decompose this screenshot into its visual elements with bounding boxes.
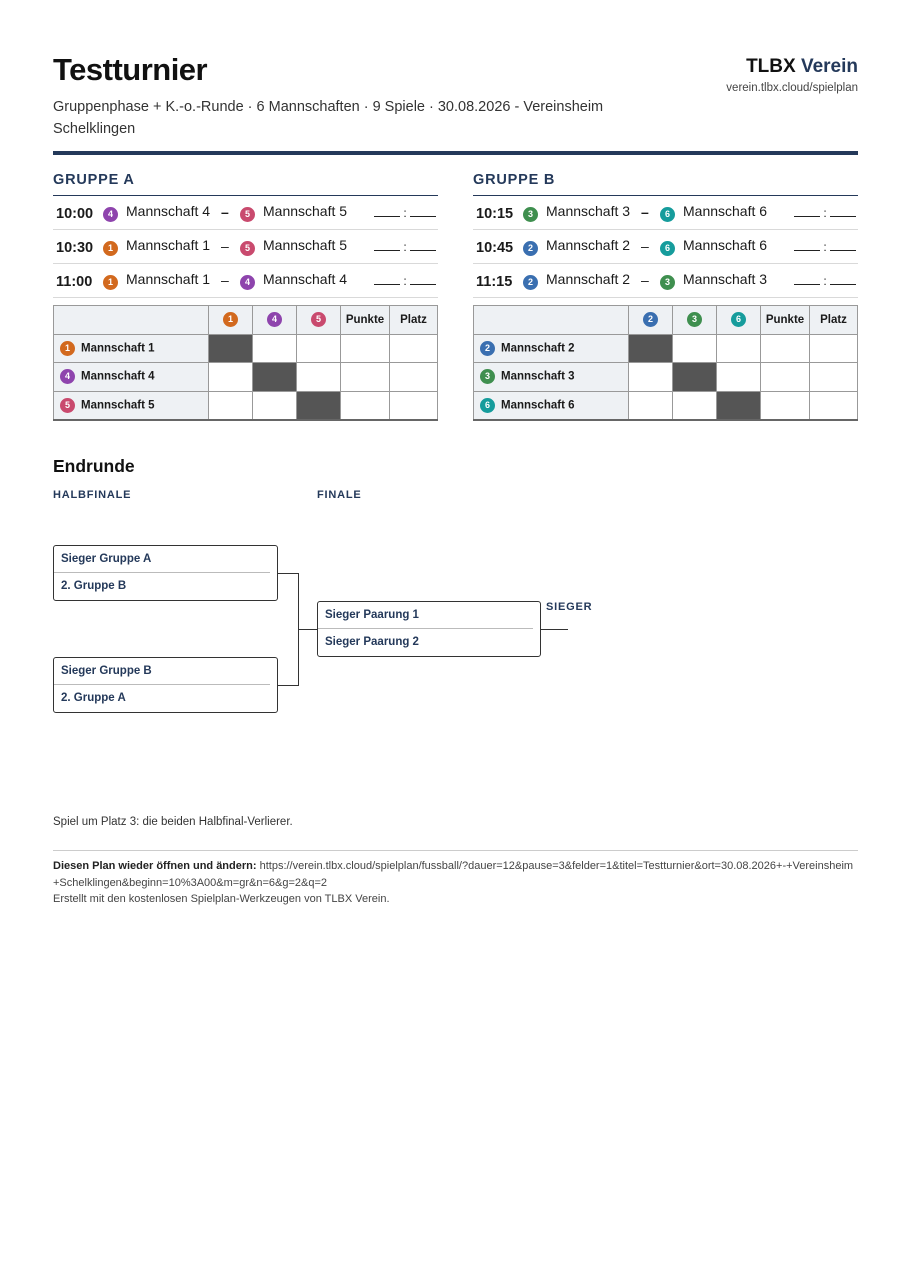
brand-logo	[746, 56, 858, 78]
team-badge: 1	[60, 341, 75, 356]
col-place: Platz	[810, 306, 858, 335]
score-entry[interactable]	[794, 206, 856, 220]
table-row	[54, 363, 438, 392]
footer	[53, 858, 858, 908]
match-row	[53, 230, 438, 264]
page-subtitle: Gruppenphase + K.-o.-Runde · 6 Mannschaften · 9 Spiele · 30.08.2026 - Vereinsheim Schelklingen	[53, 99, 604, 137]
winner-label: SIEGER	[546, 601, 593, 613]
team-cell	[474, 391, 629, 420]
match-separator: –	[221, 238, 229, 254]
col-team-badge	[673, 306, 717, 335]
self-cell	[673, 363, 717, 392]
team-name: Mannschaft 3	[683, 270, 768, 287]
semifinal-2-box	[53, 657, 278, 713]
col-points: Punkte	[761, 306, 810, 335]
team-name: Mannschaft 2	[546, 270, 631, 287]
group-a-table	[53, 305, 438, 421]
team-name: Mannschaft 5	[263, 236, 348, 253]
score-away-blank[interactable]	[830, 207, 856, 217]
score-entry[interactable]	[374, 240, 436, 254]
team-badge: 4	[267, 312, 282, 327]
group-b-table	[473, 305, 858, 421]
home-team	[103, 237, 221, 256]
reopen-label: Diesen Plan wieder öffnen und ändern:	[53, 860, 257, 872]
knockout-title: Endrunde	[53, 456, 135, 476]
team-badge: 6	[731, 312, 746, 327]
brand-url[interactable]: verein.tlbx.cloud/spielplan	[726, 82, 858, 94]
col-team-badge	[209, 306, 253, 335]
team-badge: 4	[240, 275, 255, 290]
result-cell[interactable]	[629, 391, 673, 420]
team-badge: 5	[60, 398, 75, 413]
score-away-blank[interactable]	[830, 275, 856, 285]
col-team-badge	[297, 306, 341, 335]
result-cell[interactable]	[673, 334, 717, 363]
result-cell[interactable]	[673, 391, 717, 420]
match-separator: –	[641, 238, 649, 254]
match-separator: –	[641, 272, 649, 288]
match-row	[473, 196, 858, 230]
team-badge: 3	[687, 312, 702, 327]
team-badge: 2	[523, 241, 538, 256]
table-corner	[54, 306, 209, 335]
group-b-title: GRUPPE B	[473, 172, 858, 196]
result-cell[interactable]	[297, 334, 341, 363]
result-cell[interactable]	[717, 334, 761, 363]
brand-main: TLBX	[746, 56, 796, 77]
reopen-url[interactable]: https://verein.tlbx.cloud/spielplan/fussball/?dauer=12&pause=3&felder=1&titel=Testturnier&ort=30.08.2026+-+Vereinsheim+Schelklingen&beginn=10%3A00&m=gr&n=6&g=2&q=2	[53, 860, 854, 889]
team-name: Mannschaft 6	[683, 202, 768, 219]
team-name: Mannschaft 2	[501, 342, 575, 355]
match-time: 10:15	[476, 205, 514, 222]
score-separator: :	[823, 206, 827, 220]
credit-text: Erstellt mit den kostenlosen Spielplan-Werkzeugen von TLBX Verein.	[53, 893, 390, 905]
home-team	[523, 237, 641, 256]
score-away-blank[interactable]	[830, 241, 856, 251]
semifinal-2-slot-2: 2. Gruppe A	[61, 692, 126, 704]
table-header-row	[54, 306, 438, 335]
page-title: Testturnier	[53, 52, 208, 87]
match-separator: –	[221, 204, 229, 220]
team-name: Mannschaft 4	[126, 202, 211, 219]
result-cell[interactable]	[297, 363, 341, 392]
match-time: 11:00	[56, 273, 93, 290]
points-cell[interactable]	[761, 334, 810, 363]
match-time: 10:00	[56, 205, 94, 222]
away-team	[660, 271, 767, 290]
match-row	[473, 230, 858, 264]
team-cell	[54, 363, 209, 392]
score-entry[interactable]	[374, 274, 436, 288]
score-home-blank[interactable]	[374, 241, 400, 251]
team-badge: 5	[311, 312, 326, 327]
self-cell	[253, 363, 297, 392]
match-time: 10:30	[56, 239, 94, 256]
group-a	[53, 172, 438, 421]
table-row	[474, 334, 858, 363]
bracket-connector	[298, 629, 317, 630]
score-home-blank[interactable]	[794, 207, 820, 217]
team-badge: 3	[480, 369, 495, 384]
place-cell[interactable]	[810, 363, 858, 392]
table-row	[474, 363, 858, 392]
final-box	[317, 601, 541, 657]
score-away-blank[interactable]	[410, 275, 436, 285]
score-away-blank[interactable]	[410, 241, 436, 251]
team-cell	[474, 334, 629, 363]
col-team-badge	[253, 306, 297, 335]
home-team	[523, 271, 641, 290]
score-away-blank[interactable]	[410, 207, 436, 217]
score-entry[interactable]	[794, 240, 856, 254]
col-team-badge	[629, 306, 673, 335]
table-row	[54, 334, 438, 363]
team-name: Mannschaft 5	[263, 202, 348, 219]
away-team	[660, 237, 767, 256]
team-badge: 6	[660, 241, 675, 256]
col-points: Punkte	[341, 306, 390, 335]
self-cell	[297, 391, 341, 420]
team-name: Mannschaft 3	[501, 370, 575, 383]
team-badge: 2	[480, 341, 495, 356]
score-entry[interactable]	[794, 274, 856, 288]
team-name: Mannschaft 2	[546, 236, 631, 253]
place-cell[interactable]	[390, 363, 438, 392]
score-separator: :	[403, 274, 407, 288]
final-label: FINALE	[317, 489, 362, 501]
team-badge: 3	[660, 275, 675, 290]
team-name: Mannschaft 3	[546, 202, 631, 219]
match-row	[53, 196, 438, 230]
group-a-title: GRUPPE A	[53, 172, 438, 196]
place-cell[interactable]	[390, 334, 438, 363]
team-badge: 1	[103, 275, 118, 290]
place-cell[interactable]	[390, 391, 438, 420]
result-cell[interactable]	[253, 334, 297, 363]
away-team	[240, 203, 347, 222]
match-row	[473, 264, 858, 298]
team-name: Mannschaft 6	[501, 399, 575, 412]
result-cell[interactable]	[629, 363, 673, 392]
score-home-blank[interactable]	[794, 275, 820, 285]
score-separator: :	[403, 206, 407, 220]
away-team	[240, 271, 347, 290]
table-header-row	[474, 306, 858, 335]
home-team	[103, 271, 221, 290]
semifinal-1-box	[53, 545, 278, 601]
footer-divider	[53, 850, 858, 851]
final-slot-1: Sieger Paarung 1	[318, 602, 533, 629]
result-cell[interactable]	[253, 391, 297, 420]
semifinal-label: HALBFINALE	[53, 489, 132, 501]
score-home-blank[interactable]	[374, 207, 400, 217]
result-cell[interactable]	[209, 363, 253, 392]
team-name: Mannschaft 4	[263, 270, 348, 287]
place-cell[interactable]	[810, 334, 858, 363]
group-b	[473, 172, 858, 421]
team-badge: 2	[523, 275, 538, 290]
team-name: Mannschaft 1	[126, 270, 211, 287]
team-cell	[54, 391, 209, 420]
final-slot-2: Sieger Paarung 2	[325, 636, 419, 648]
away-team	[240, 237, 347, 256]
team-badge: 3	[523, 207, 538, 222]
third-place-note: Spiel um Platz 3: die beiden Halbfinal-Verlierer.	[53, 816, 293, 828]
points-cell[interactable]	[341, 363, 390, 392]
team-badge: 5	[240, 241, 255, 256]
self-cell	[629, 334, 673, 363]
home-team	[103, 203, 221, 222]
match-row	[53, 264, 438, 298]
team-name: Mannschaft 4	[81, 370, 155, 383]
points-cell[interactable]	[341, 334, 390, 363]
team-badge: 4	[60, 369, 75, 384]
winner-line	[541, 629, 568, 630]
match-time: 10:45	[476, 239, 514, 256]
semifinal-1-slot-1: Sieger Gruppe A	[54, 546, 270, 573]
team-badge: 1	[103, 241, 118, 256]
self-cell	[209, 334, 253, 363]
match-separator: –	[641, 204, 649, 220]
semifinal-1-slot-2: 2. Gruppe B	[61, 580, 127, 592]
table-row	[474, 391, 858, 420]
score-separator: :	[823, 274, 827, 288]
team-cell	[474, 363, 629, 392]
col-team-badge	[717, 306, 761, 335]
points-cell[interactable]	[761, 363, 810, 392]
score-entry[interactable]	[374, 206, 436, 220]
bracket-connector	[278, 685, 299, 686]
team-name: Mannschaft 6	[683, 236, 768, 253]
table-corner	[474, 306, 629, 335]
table-row	[54, 391, 438, 420]
score-separator: :	[823, 240, 827, 254]
score-separator: :	[403, 240, 407, 254]
points-cell[interactable]	[761, 391, 810, 420]
team-badge: 6	[480, 398, 495, 413]
semifinal-2-slot-1: Sieger Gruppe B	[54, 658, 270, 685]
away-team	[660, 203, 767, 222]
match-separator: –	[221, 272, 229, 288]
team-name: Mannschaft 1	[126, 236, 211, 253]
col-place: Platz	[390, 306, 438, 335]
points-cell[interactable]	[341, 391, 390, 420]
tournament-plan	[53, 0, 858, 1287]
team-badge: 1	[223, 312, 238, 327]
team-badge: 4	[103, 207, 118, 222]
team-badge: 5	[240, 207, 255, 222]
brand-accent: Verein	[800, 56, 858, 77]
team-badge: 6	[660, 207, 675, 222]
header-divider	[53, 151, 858, 155]
match-time: 11:15	[476, 273, 513, 290]
bracket-connector	[278, 573, 299, 574]
team-cell	[54, 334, 209, 363]
score-home-blank[interactable]	[374, 275, 400, 285]
team-name: Mannschaft 5	[81, 399, 155, 412]
result-cell[interactable]	[717, 363, 761, 392]
home-team	[523, 203, 641, 222]
self-cell	[717, 391, 761, 420]
place-cell[interactable]	[810, 391, 858, 420]
team-badge: 2	[643, 312, 658, 327]
team-name: Mannschaft 1	[81, 342, 155, 355]
result-cell[interactable]	[209, 391, 253, 420]
score-home-blank[interactable]	[794, 241, 820, 251]
